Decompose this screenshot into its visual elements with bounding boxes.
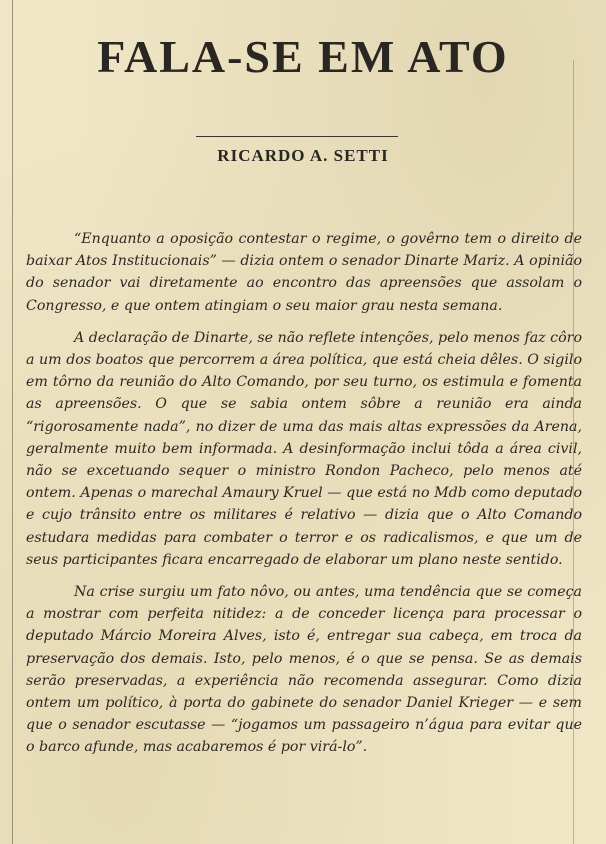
article-body xyxy=(26,228,582,769)
paragraph-3: Na crise surgiu um fato nôvo, ou antes, uma tendência que se começa a mostrar com perfeita nitidez: a de conceder licença para processar o deputado Márcio Moreira Alves, isto é, entregar sua cabeça, em troca da preservação dos demais. Isto, pelo menos, é o que se pensa. Se as demais serão preservadas, a experiência não recomenda assegurar. Como dizia ontem um político, à porta do gabinete do senador Daniel Krieger — e sem que o senador escutasse — “jogamos um passageiro n’água para evitar que o barco afunde, mas acabaremos é por virá-lo”. xyxy=(26,584,582,756)
byline-divider xyxy=(196,136,398,137)
paragraph-2: A declaração de Dinarte, se não reflete intenções, pelo menos faz côro a um dos boatos que percorrem a área política, que está cheia dêles. O sigilo em tôrno da reunião do Alto Comando, por seu turno, os estimula e fomenta as apreensões. O que se sabia ontem sôbre a reunião era ainda “rigorosamente nada”, no dizer de uma das mais altas expressões da Arena, geralmente muito bem informada. A desinformação inclui tôda a área civil, não se excetuando sequer o ministro Rondon Pacheco, pelo menos até ontem. Apenas o marechal Amaury Kruel — que está no Mdb como deputado e cujo trânsito entre os militares é relativo — dizia que o Alto Comando estudara medidas para combater o terror e os radicalismos, e que um de seus participantes ficara encarregado de elaborar um plano neste sentido. xyxy=(26,329,582,568)
article-byline: RICARDO A. SETTI xyxy=(217,146,389,165)
paragraph-1: “Enquanto a oposição contestar o regime, o govêrno tem o direito de baixar Atos Institucionais” — dizia ontem o senador Dinarte Mariz. A opinião do senador vai diretamente ao encontro das apreensões que assolam o Congresso, e que ontem atingiam o seu maior grau nesta semana. xyxy=(26,231,582,314)
article-headline: FALA-SE EM ATO xyxy=(97,31,509,82)
column-rule-left xyxy=(12,0,13,844)
